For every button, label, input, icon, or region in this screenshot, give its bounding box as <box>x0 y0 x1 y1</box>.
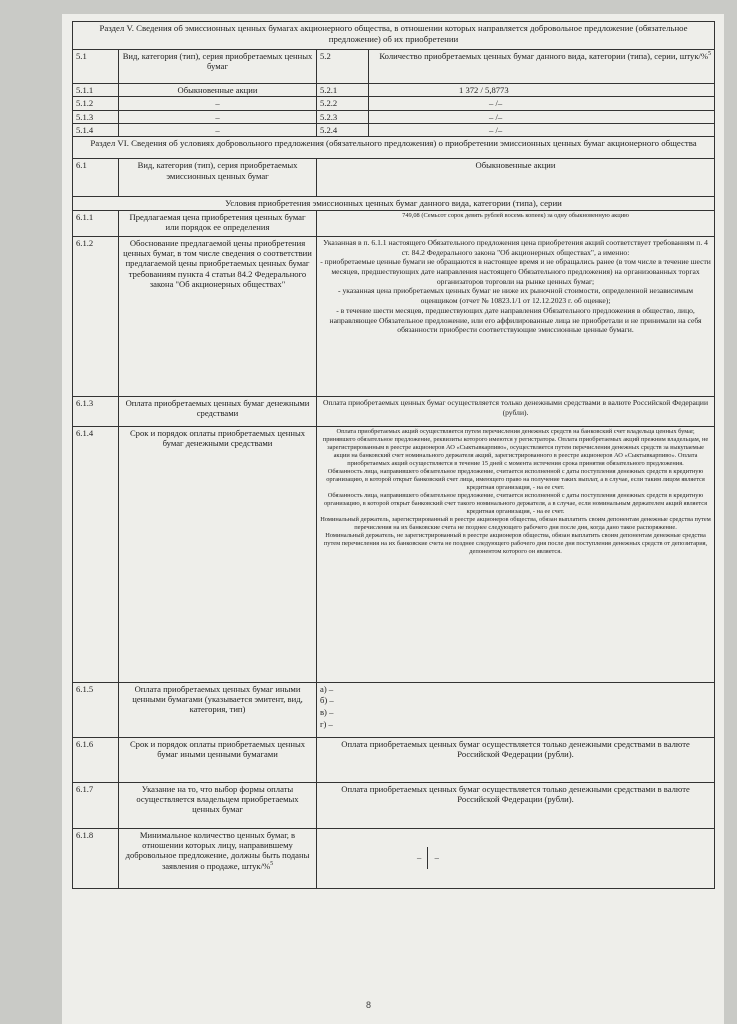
column-header-kind: Вид, категория (тип), серия приобретаемых ценных бумаг <box>119 50 317 84</box>
row-num: 5.2.4 <box>317 123 369 136</box>
other-securities-list: а) – б) – в) – г) – <box>317 682 715 737</box>
quantity-value: – /– <box>369 110 715 123</box>
column-header-quantity: Количество приобретаемых ценных бумаг данного вида, категории (типа), серии, штук/%$^5$ <box>369 50 715 84</box>
table-row <box>73 123 715 136</box>
row-num: 6.1.6 <box>73 737 119 782</box>
row-num: 6.1.1 <box>73 210 119 236</box>
offer-table <box>72 21 715 889</box>
security-kind: – <box>119 123 317 136</box>
security-kind: Обыкновенные акции <box>119 84 317 97</box>
row-num: 5.1.4 <box>73 123 119 136</box>
row-num: 6.1.5 <box>73 682 119 737</box>
row-num: 5.2 <box>317 50 369 84</box>
row-num: 6.1.2 <box>73 236 119 396</box>
security-kind: – <box>119 97 317 110</box>
row-num: 6.1.7 <box>73 782 119 828</box>
security-kind: – <box>119 110 317 123</box>
field-label: Обоснование предлагаемой цены приобретения ценных бумаг, в том числе сведения о соответствии предлагаемой цены приобретаемых ценных бумаг требованиям пункта 4 статьи 84.2 Федерального закона "Об акционерных обществах" <box>119 236 317 396</box>
row-num: 5.2.2 <box>317 97 369 110</box>
section-5-title: Раздел V. Сведения об эмиссионных ценных бумагах акционерного общества, в отношении которых направляется добровольное предложение (обязательное предложение) об их приобретении <box>73 22 715 50</box>
row-num: 6.1.4 <box>73 426 119 682</box>
row-num: 6.1 <box>73 159 119 197</box>
row-num: 5.1 <box>73 50 119 84</box>
row-num: 5.1.2 <box>73 97 119 110</box>
field-label: Срок и порядок оплаты приобретаемых ценных бумаг денежными средствами <box>119 426 317 682</box>
quantity-value: 1 372 / 5,8773 <box>369 84 715 97</box>
field-value: Оплата приобретаемых ценных бумаг осуществляется только денежными средствами в валюте Российской Федерации (рубли). <box>317 737 715 782</box>
payment-procedure: Оплата приобретаемых акций осуществляется путем перечисления денежных средств на банковский счет владельца ценных бумаг, принявшего обязательное предложение, реквизиты которого имеются у регистратора. Оплата приобретаемых акций прежним владельцам, не зарегистрированным в реестре акционеров АО «Сыктывкарпиво», осуществляется путем перечисления денежных средств за выкупаемые акции на банковский счет номинального держателя акций, зарегистрированного в реестре акционеров АО «Сыктывкарпиво». Оплата приобретаемых акций осуществляется в течение 15 дней с момента истечения срока принятия обязательного предложения. Обязанность лица, направившего обязательное предложение, считается исполненной с даты поступления денежных средств в кредитную организацию, в которой открыт банковский счет лица, имеющего право на получение таких выплат, а в случае, если таким лицом является кредитная организация, - на ее счет. Обязанность лица, направившего обязательное предложение, считается исполненной с даты поступления денежных средств в кредитную организацию, в которой открыт банковский счет такого номинального держателя, а в случае, если номинальным держателем акций является кредитная организация, - на ее счет. Номинальный держатель, зарегистрированный в реестре акционеров общества, обязан выплатить своим депонентам денежные средства путем перечисления на их банковские счета не позднее следующего рабочего дня после дня, когда дано такое распоряжение. Номинальный держатель, не зарегистрированный в реестре акционеров общества, обязан выплатить своим депонентам денежные средства путем перечисления на их банковские счета не позднее следующего рабочего дня после дня поступления денежных средств от депозитария, депонентом которого он является. <box>317 426 715 682</box>
price-justification: Указанная в п. 6.1.1 настоящего Обязательного предложения цена приобретения акций соответствует требованиям п. 4 ст. 84.2 Федерального закона "Об акционерных обществах", а именно: - приобретаемые ценные бумаги не обращаются в настоящее время и не обращались ранее (в том числе в течение шести месяцев, предшествующих дате направления настоящего Обязательного предложения) на организованных торгах организаторов торговли на рынке ценных бумаг; - указанная цена приобретаемых ценных бумаг не ниже их рыночной стоимости, определенной независимым оценщиком (отчет № 10823.1/1 от 12.12.2023 г. об оценке); - в течение шести месяцев, предшествующих дате направления Обязательного предложения в общество, лицо, направляющее Обязательное предложение, или его аффилированные лица не приобретали и не принимали на себя обязанности приобрести соответствующие эмиссионные ценные бумаги. <box>317 236 715 396</box>
field-label: Оплата приобретаемых ценных бумаг иными ценными бумагами (указывается эмитент, вид, категория, тип) <box>119 682 317 737</box>
min-quantity-value: – – <box>317 828 715 888</box>
section-6-title: Раздел VI. Сведения об условиях добровольного предложения (обязательного предложения) о приобретении эмиссионных ценных бумаг акционерного общества <box>73 137 715 159</box>
page-number: 8 <box>365 1000 371 1010</box>
row-num: 6.1.8 <box>73 828 119 888</box>
field-label: Предлагаемая цена приобретения ценных бумаг или порядок ее определения <box>119 210 317 236</box>
row-num: 5.1.1 <box>73 84 119 97</box>
table-row <box>73 84 715 97</box>
price-value: 749,08 (Семьсот сорок девять рублей восемь копеек) за одну обыкновенную акцию <box>317 210 715 236</box>
field-value: Оплата приобретаемых ценных бумаг осуществляется только денежными средствами в валюте Российской Федерации (рубли). <box>317 396 715 426</box>
field-label: Вид, категория (тип), серия приобретаемых эмиссионных ценных бумаг <box>119 159 317 197</box>
quantity-value: – /– <box>369 97 715 110</box>
field-label: Срок и порядок оплаты приобретаемых ценных бумаг иными ценными бумагами <box>119 737 317 782</box>
row-num: 5.2.3 <box>317 110 369 123</box>
table-row <box>73 97 715 110</box>
quantity-value: – /– <box>369 123 715 136</box>
row-num: 5.1.3 <box>73 110 119 123</box>
field-value: Оплата приобретаемых ценных бумаг осуществляется только денежными средствами в валюте Российской Федерации (рубли). <box>317 782 715 828</box>
row-num: 6.1.3 <box>73 396 119 426</box>
conditions-title: Условия приобретения эмиссионных ценных бумаг данного вида, категории (типа), серии <box>73 197 715 211</box>
field-label: Минимальное количество ценных бумаг, в отношении которых лицу, направившему добровольное предложение, должны быть поданы заявления о продаже, штук/%$^5$ <box>119 828 317 888</box>
field-label: Указание на то, что выбор формы оплаты осуществляется владельцем приобретаемых ценных бумаг <box>119 782 317 828</box>
field-label: Оплата приобретаемых ценных бумаг денежными средствами <box>119 396 317 426</box>
row-num: 5.2.1 <box>317 84 369 97</box>
table-row <box>73 110 715 123</box>
field-value: Обыкновенные акции <box>317 159 715 197</box>
